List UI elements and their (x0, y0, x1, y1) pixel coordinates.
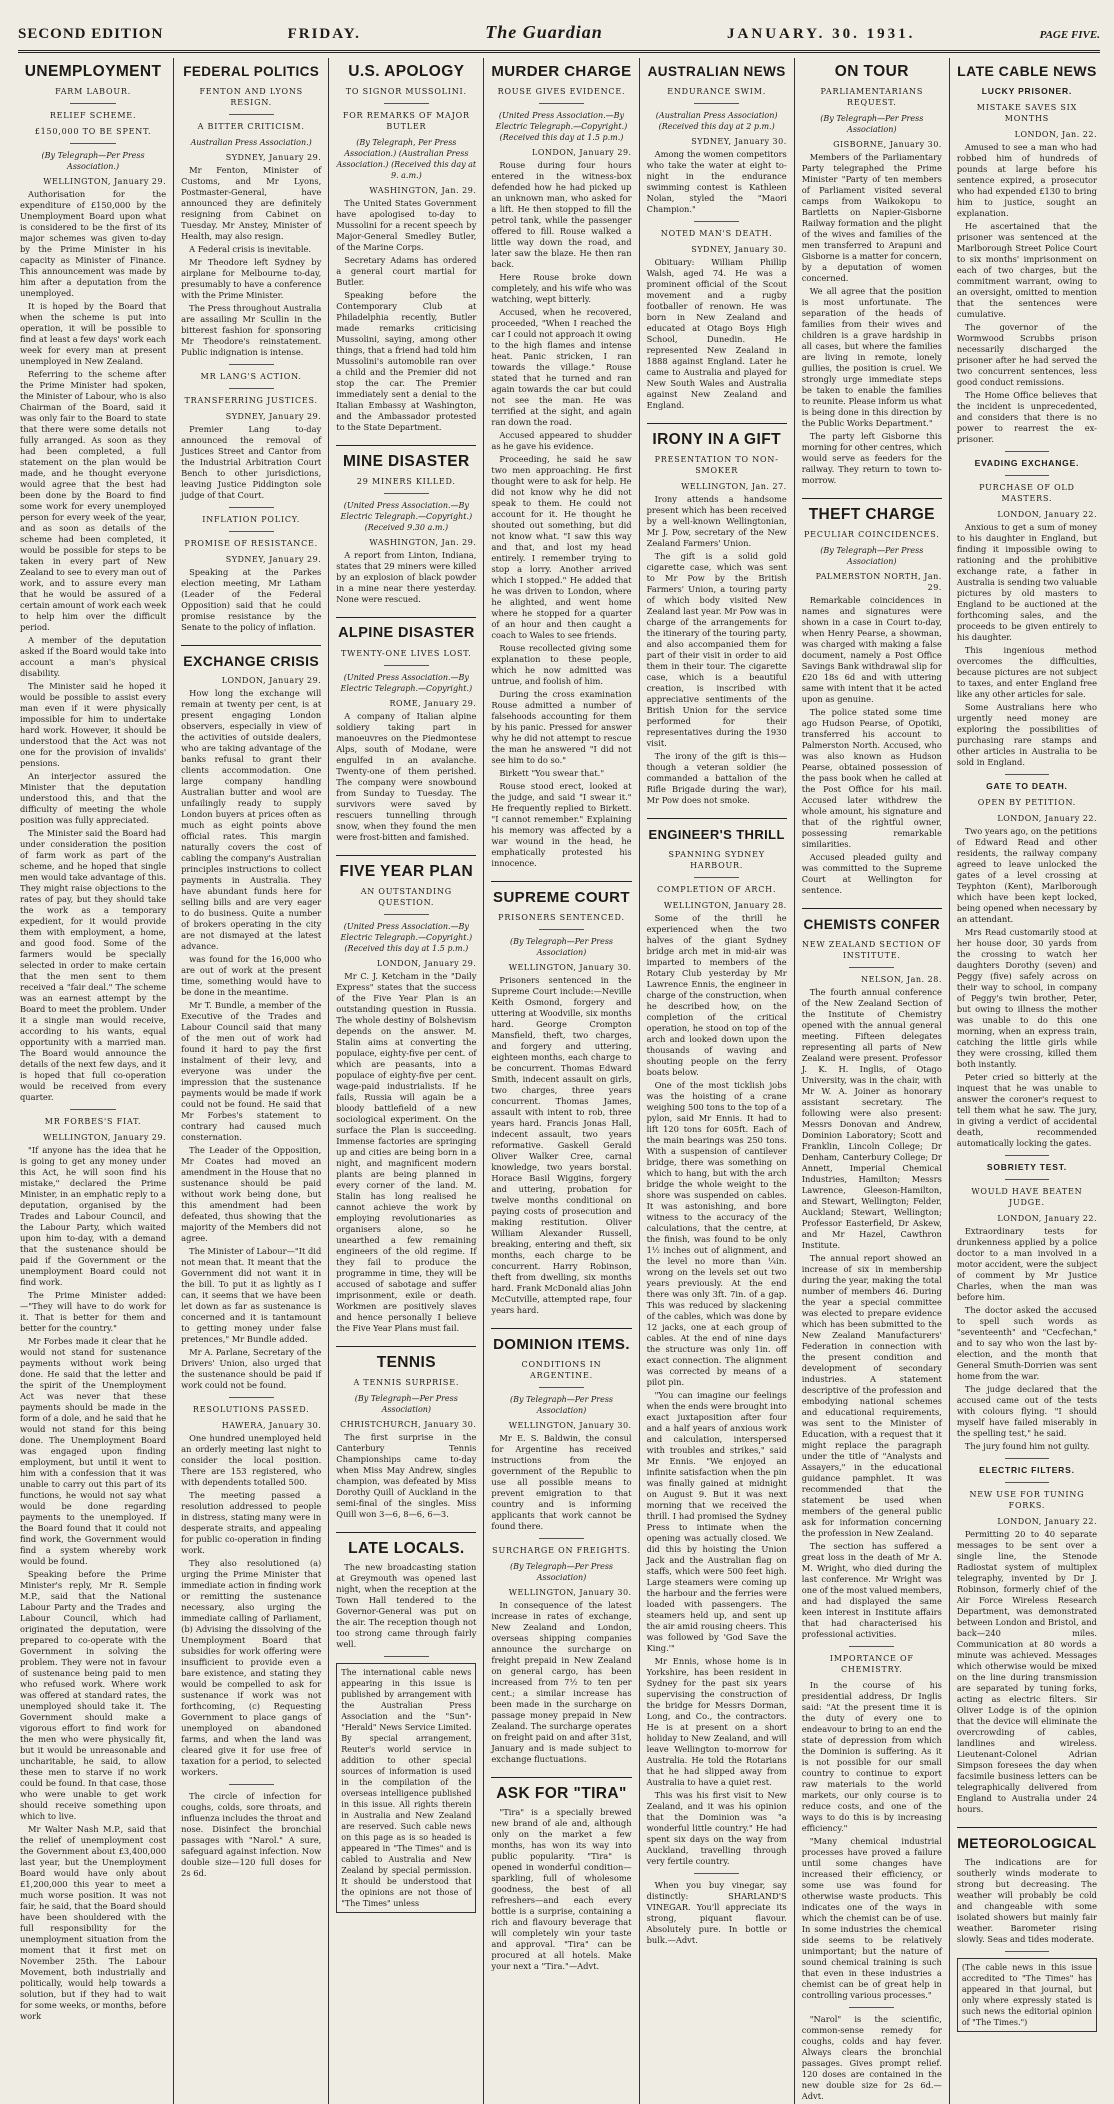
article-paragraph: Peter cried so bitterly at the inquest that he was unable to answer the coroner's request to tell them what he saw. The jury, in giving a verdict of accidental death, recommended automatically locking the gates. (956, 1072, 1097, 1148)
subheading: MR LANG'S ACTION. (200, 372, 302, 381)
article-paragraph: Rouse recollected giving some explanation to these people, which he now admitted was untrue, and foolish of him. (491, 643, 632, 686)
headline-rule (336, 617, 476, 618)
article-paragraph: The United States Government have apologised to-day to Mussolini for a recent speech by Major-General Smedley Butler, of the Marine Corps. (336, 198, 477, 252)
section-divider (539, 929, 584, 930)
press-credit: (By Telegraph—Per Press Association) (820, 114, 924, 134)
article-paragraph: Some Australians here who urgently need money are exploring the possibilities of purchasing rare stamps and other articles in Australia to be sold in England. (956, 702, 1097, 767)
article-paragraph: The governor of the Wormwood Scrubbs prison necessarily discharged the prisoner after he had served the two concurrent sentences, less good conduct remissions. (956, 322, 1097, 387)
article-paragraph: was found for the 16,000 who are out of work at the present time, something would have to be done in the meantime. (181, 954, 322, 997)
dateline: LONDON, Jan. 22. (1014, 130, 1097, 139)
press-credit: Australian Press Association.) (190, 138, 312, 147)
dateline: LONDON, January 29. (221, 676, 322, 685)
news-column-4 (483, 58, 638, 2104)
subheading: TWENTY-ONE LIVES LOST. (341, 649, 472, 658)
section-divider (539, 103, 584, 104)
headline: MINE DISASTER (343, 453, 470, 470)
section-divider (1005, 451, 1050, 452)
headline-rule (336, 1346, 476, 1347)
press-credit: (By Telegraph—Per Press Association) (509, 1395, 614, 1415)
article-paragraph: Rouse stood erect, looked at the judge, and said "I swear it." He frequently replied to Birkett. "I cannot remember." Explaining his memory was affected by a war wound in the head, he emphatically protested his innocence. (491, 781, 632, 868)
section-divider (229, 1784, 274, 1785)
press-credit: (United Press Association.—By Electric Telegraph.—Copyright.) (Received this day at 1.5 p.m.) (495, 111, 628, 142)
subheading: PECULIAR COINCIDENCES. (804, 530, 940, 539)
article-paragraph: Rouse during four hours entered in the witness-box defended how he had picked up an unknown man, who asked for a lift. He then stopped to fill the petrol tank, while the passenger offered to fill. Rouse walked a little way down the road, and later saw the blaze. He then ran back. (491, 160, 632, 269)
section-divider (229, 388, 274, 389)
dateline: PALMERSTON NORTH, Jan. 29. (815, 572, 942, 592)
news-column-1 (18, 58, 173, 2104)
article-paragraph: Members of the Parliamentary Party telegraphed the Prime Minister "Party of ten members of Parliament visited several camps from Waikokopu to Bartletts on Napier-Gisborne Railway formation and the plight of the wives and families of the men transferred to Arapuni and Gisborne is a matter for concern, by a deputation of women concerned. (801, 152, 942, 283)
dateline: WELLINGTON, January 29. (43, 1133, 167, 1142)
press-credit: (Australian Press Association) (Received this day at 2 p.m.) (655, 111, 778, 131)
news-column-3 (328, 58, 483, 2104)
headline-rule (957, 1827, 1097, 1828)
subheading: NEW USE FOR TUNING FORKS. (969, 1490, 1085, 1510)
section-divider (384, 1656, 429, 1657)
subheading: A BITTER CRITICISM. (197, 122, 305, 131)
article-paragraph: This was his first visit to New Zealand, and it was his opinion that the Dominion was "a wonderful little country." He had spent six days on the way from Auckland, travelling through very fertile country. (646, 1790, 787, 1866)
editorial-notice: (The cable news in this issue accredited to "The Times" has appeared in that journal, but only where expressly stated is such news the editorial opinion of "The Times.") (957, 1958, 1097, 2032)
press-credit: (By Telegraph—Per Press Association.) (41, 151, 145, 171)
section-divider (1005, 1482, 1050, 1483)
dateline: CHRISTCHURCH, January 30. (340, 1420, 477, 1429)
article-paragraph: Mr T. Bundle, a member of the Executive of the Trades and Labour Council said that many of the men out of work had found it hard to pay the first instalment of their levy, and everyone was under the impression that the sustenance payments would be made if work could not be found. He said that Mr Forbes's statement to contrary had caused much consternation. (181, 1000, 322, 1142)
headline: SUPREME COURT (493, 889, 630, 906)
subheading: 29 MINERS KILLED. (356, 477, 456, 486)
article-paragraph: Mr E. S. Baldwin, the consul for Argentine has received instructions from the government of the Republic to use all possible means to prevent emigration to that country and is informing applicants that work cannot be found there. (491, 1433, 632, 1531)
headline: AUSTRALIAN NEWS (647, 64, 786, 79)
subheading: FOR REMARKS OF MAJOR BUTLER (342, 111, 470, 131)
article-paragraph: The Minister said the Board had under consideration the position of farm work as part of the scheme, and he hoped that single men would take advantage of this. They might raise objections to the rates of pay, but they should take the work as a temporary expedient, for it would provide them with employment, a home, and good food. Some of the farmers would be specially selected in order to make certain that the men sent to them received a "fair deal." The scheme was an earnest attempt by the Board to meet the problem. Under it a single man would receive, according to his wants, equal opportunity with a married man. The Board would announce the details of the next few days, and it is hoped that full co-operation would be received from every quarter. (20, 828, 167, 1102)
news-column-6 (794, 58, 949, 2104)
dateline: WELLINGTON, January 30. (508, 1588, 632, 1597)
headline-rule (491, 1328, 631, 1329)
news-column-2 (173, 58, 328, 2104)
article-paragraph: Secretary Adams has ordered a general court martial for Butler. (336, 255, 477, 287)
masthead (18, 22, 1100, 53)
article-paragraph: The annual report showed an increase of six in membership during the year, making the total number of members 46. During the year a special committee was elected to prepare evidence which has been submitted to the New Zealand Manufacturers' Federation in connection with the present condition and development of secondary industries. A statement descriptive of the profession and embodying national schemes and educational requirements, was sent to the Minister of Education, with a request that it might replace the paragraph under the title of "Analysts and Assayers," in the educational guidance pamphlet. It was recommended that the statement be used when members of the general public ask for information concerning the profession in New Zealand. (801, 1253, 942, 1538)
article-paragraph: The Prime Minister added:—"They will have to do work for it. That is better for them and better for the country." (20, 1290, 167, 1333)
subheading: PURCHASE OF OLD MASTERS. (979, 483, 1075, 503)
section-divider (229, 507, 274, 508)
article-paragraph: The section has suffered a great loss in the death of Mr A. M. Wright, who died during the last conference. Mr Wright was one of the most valued members, and had displayed the same keen interest in Institute affairs that had characterised his professional activities. (801, 1541, 942, 1639)
section-divider (1005, 1458, 1050, 1459)
press-credit: (By Telegraph—Per Press Association) (820, 546, 924, 566)
article-paragraph: The doctor asked the accused to spell such words as "seventeenth" and "Cecfechan," and to say who won the last by-election, and the month that General Smuth-Dorrien was sent home from the war. (956, 1305, 1097, 1381)
article-paragraph: Two years ago, on the petitions of Edward Read and other residents, the railway company agreed to leave unlocked the gates of a level crossing at Teyphton (Kent), Marlborough which have been kept locked, being opened when necessary by an attendant. (956, 826, 1097, 924)
section-divider (1005, 774, 1050, 775)
article-paragraph: Amused to see a man who had robbed him of hundreds of pounds at large before his sentence expired, a prosecutor who had expended £130 to bring him to justice, sought an explanation. (956, 142, 1097, 218)
article-paragraph: It is hoped by the Board that when the scheme is put into operation, it will be possible to find at least a few days' work each week for every man at present unemployed in New Zealand. (20, 301, 167, 366)
article-paragraph: Mr Theodore left Sydney by airplane for Melbourne to-day, presumably to have a conference with the Prime Minister. (181, 257, 322, 300)
subheading: COMPLETION OF ARCH. (657, 885, 777, 894)
column-grid (18, 58, 1104, 2101)
article-paragraph: The Minister said he hoped it would be possible to assist every man even if it were physically impossible for him to undertake hard work. However, it should be understood that the Act was not one for the provision of invalids' pensions. (20, 681, 167, 768)
subheading: SOBRIETY TEST. (986, 1162, 1067, 1172)
section-divider (849, 967, 894, 968)
article-paragraph: The first surprise in the Canterbury Tennis Championships came to-day when Miss May Andrew, singles champion, was defeated by Miss Dorothy Quill of Auckland in the semi-final of the singles. Miss Quill won 3—6, 8—6, 6—3. (336, 1432, 477, 1519)
section-divider (849, 1646, 894, 1647)
dateline: WASHINGTON, Jan. 29. (369, 186, 477, 195)
subheading: EVADING EXCHANGE. (974, 458, 1080, 468)
article-paragraph: Accused pleaded guilty and was committed to the Supreme Court at Wellington for sentence. (801, 852, 942, 895)
article-paragraph: "Tira" is a specially brewed new brand of ale and, although only on the market a few months, has won its way into public popularity. "Tira" is opened in wonderful condition—sparkling, full of wholesome goodness, the best of all refreshers—and each every bottle is a surprise, containing a rich and flavoury beverage that will completely win your taste and approval. "Tira" can be procured at all hotels. Make your next a "Tira."—Advt. (491, 1807, 632, 1971)
dateline: ROME, January 29. (389, 699, 477, 708)
article-paragraph: Proceeding, he said he saw two men approaching. He first thought were to ask for help. He did not know why he did not speak to them. He could not account for it. He thought he shouted out something, but did not know what. "I saw this way and that, and lost my head entirely. I remember trying to stop a lorry. Another arrived which I stopped." He added that he was driven to London, where he alighted, and went home where he stopped for a quarter of an hour and then caught a coach to Wales to see friends. (491, 454, 632, 640)
article-paragraph: Mr Walter Nash M.P., said that the relief of unemployment cost the Government about £3,400,000 last year, but the Unemployment Board would have only about £1,200,000 this year to meet a much worse position. It was not fair, he said, that the Board should have been shouldered with the full responsibility for the unemployment situation from the moment that it first met on November 25th. The Labour Movement, both industrially and politically, would help towards a solution, but if they had to wait for some weeks, or months, before work (20, 1824, 167, 2021)
section-divider (70, 103, 117, 104)
article-paragraph: A member of the deputation asked if the Board would take into account a man's physical disability. (20, 635, 167, 678)
article-paragraph: Accused, when he recovered, proceeded, "When I reached the car I could not approach it owing to the high flames and intense heat. Panic stricken, I ran towards the village." Rouse stated that he turned and ran again towards the car but could not see the man. He was terrified at the sight, and again ran down the road. (491, 307, 632, 427)
headline: ALPINE DISASTER (338, 625, 475, 641)
dateline: GISBORNE, January 30. (833, 140, 942, 149)
article-paragraph: Premier Lang to-day announced the removal of Justices Street and Cantor from the Industrial Arbitration Court Bench to other jurisdictions, leaving Justice Piddington sole judge of that Court. (181, 424, 322, 500)
edition-label: SECOND EDITION (18, 26, 164, 42)
article-paragraph: Anxious to get a sum of money to his daughter in England, but finding it impossible owing to rationing and the prohibitive exchange rate, a father in Australia is sending two valuable pictures by old masters to England to be auctioned at the forthcoming sales, and the proceeds to be given entirely to his daughter. (956, 522, 1097, 642)
article-paragraph: The Leader of the Opposition, Mr Coates had moved an amendment in the House that no sustenance should be paid without work being done, but this amendment had been defeated, thus showing that the majority of the Members did not agree. (181, 1145, 322, 1243)
press-credit: (By Telegraph—Per Press Association) (509, 1562, 614, 1582)
press-credit: (United Press Association.—By Electric Telegraph.—Copyright.) (340, 673, 473, 693)
section-divider (384, 103, 429, 104)
dateline: WELLINGTON, January 30. (508, 1421, 632, 1430)
article-paragraph: Mr Ennis, whose home is in Yorkshire, has been resident in Sydney for the past six years supervising the construction of the bridge for Messrs Dorman, Long, and Co., the contractors. He is at present on a short holiday to New Zealand, and will leave Wellington to-morrow for Australia. He told the Rotarians that he had slipped away from Australia to have a quiet rest. (646, 1656, 787, 1787)
headline: FEDERAL POLITICS (183, 64, 320, 79)
press-credit: (By Telegraph, Per Press Association.) (Australian Press Association.) (Received this day at 9. a.m.) (336, 138, 477, 180)
dateline: SYDNEY, January 29. (225, 153, 322, 162)
article-paragraph: Among the women competitors who take the water at eight to-night in the endurance swimming contest is Kathleen Nolan, styled the "Maori Champion." (646, 149, 787, 214)
editorial-notice: The international cable news appearing in this issue is published by arrangement with the Australian Press Association and the "Sun"-"Herald" News Service Limited. By special arrangement, Reuter's world service in addition to other special sources of information is used in the compilation of the overseas intelligence published in this issue. All rights therein in Australia and New Zealand are reserved. Such cable news on this page as is so headed is appeared in "The Times" and is cabled to Australia and New Zealand by special permission. It should be understood that the opinions are not those of "The Times" unless (336, 1663, 476, 1913)
article-paragraph: Prisoners sentenced in the Supreme Court include:—Neville Keith Osmond, forgery and uttering at Woodville, six months hard. George Crompton Mansfield, theft, two charges, and forgery and uttering, eighteen months, each charge to be concurrent. Thomas Edward Smith, indecent assault on girls, two charges, three years concurrent. Thomas James, assault with intent to rob, three years hard. Francis Jonas Hall, indecent assault, two years reformative. Gaskell Gerald Oliver Walker Cree, carnal knowledge, two years borstal. Horace Basil Wiggins, forgery and uttering, probation for twelve months conditional on paying costs of prosecution and making restitution. Oliver William Alexander Russell, breaking, entering and theft, six months, each charge to be concurrent. Harry Robinson, theft from dwelling, six months hard. Frank McDonald alias John McCutville, attempted rape, four years hard. (491, 975, 632, 1315)
headline-rule (181, 645, 321, 646)
headline: LATE CABLE NEWS (957, 63, 1097, 79)
article-paragraph: Speaking before the Contemporary Club at Philadelphia recently, Butler made remarks criticising Mussolini, saying, among other things, that a friend had told him Mussolini's automobile ran over a child and the Premier did not stop the car. The Premier immediately sent a denial to the Italian Embassy at Washington, and the Ambassador protested to the State Department. (336, 290, 477, 432)
masthead-day: FRIDAY. (287, 26, 361, 42)
subheading: CONDITIONS IN ARGENTINE. (521, 1360, 602, 1380)
subheading: MR FORBES'S FIAT. (44, 1117, 142, 1126)
article-paragraph: The irony of the gift is this—though a veteran soldier (he commanded a battalion of the Rifle Brigade during the war), Mr Pow does not smoke. (646, 751, 787, 805)
article-paragraph: When you buy vinegar, say distinctly: SHARLAND'S VINEGAR. You'll appreciate its strong, piquant flavour. Absolutely pure. In bottle or bulk.—Advt. (646, 1880, 787, 1945)
section-divider (1005, 1951, 1050, 1952)
headline: METEOROLOGICAL (957, 1835, 1097, 1851)
dateline: SYDNEY, January 29. (225, 412, 322, 421)
headline-rule (336, 855, 476, 856)
subheading: GATE TO DEATH. (986, 781, 1068, 791)
dateline: SYDNEY, January 30. (691, 137, 787, 146)
article-paragraph: The meeting passed a resolution addressed to people in distress, stating many were in desperate straits, and appealing for public co-operation in finding work. (181, 1490, 322, 1555)
section-divider (694, 103, 739, 104)
dateline: LONDON, January 29. (532, 148, 632, 157)
article-paragraph: The judge declared that the accused came out of the tests with colours flying. "I should myself have failed miserably in the spelling test," he said. (956, 1384, 1097, 1438)
headline-rule (336, 1532, 476, 1533)
dateline: LONDON, January 22. (997, 510, 1097, 519)
article-paragraph: Speaking at the Parkes election meeting, Mr Latham (Leader of the Federal Opposition) said that he could promise resistance by the Senate to the policy of inflation. (181, 567, 322, 632)
article-paragraph: Mr A. Parlane, Secretary of the Drivers' Union, also urged that the sustenance should be paid if work could not be found. (181, 1347, 322, 1390)
dateline: WELLINGTON, January 28. (663, 901, 787, 910)
article-paragraph: The gift is a solid gold cigarette case, which was sent to Mr Pow by the British Farmers' Union, a touring party of which body visited New Zealand last year. Mr Pow was in charge of the arrangements for the itinerary of the touring party, and also accompanied them for part of their visit in order to aid them in their tour. The cigarette case, which is a beautiful creation, is inscribed with appreciative sentiments of the British Union for the service performed for their representatives during the 1930 visit. (646, 551, 787, 748)
headline-rule (802, 908, 942, 909)
headline-rule (647, 423, 787, 424)
subheading: RESOLUTIONS PASSED. (192, 1405, 310, 1414)
press-credit: (United Press Association.—By Electric Telegraph.—Copyright.) (Received this day at 1.5 p.m.) (340, 922, 473, 953)
article-paragraph: A Federal crisis is inevitable. (189, 244, 312, 254)
article-paragraph: One of the most ticklish jobs was the hoisting of a crane weighing 500 tons to the top of a pylon, said Mr Ennis. It had to lift 120 tons for 605ft. Each of the main bearings was 250 tons. With a suspension of cantilever bridge, there was something on which to hang, but with the arch bridge the whole weight to the shore was suspended on cables. It was astonishing, and bore witness to the accuracy of the calculations, that the centre, at the finish, was found to be only 1½ inches out of alignment, and the level no more than ¼in. wrong on the levels set out two years previously. At the end there was only 3ft. 7in. of a gap. This was reduced by slackening of the cables, which was done by 12 jacks, one at each group of cables. At the end of nine days the structure was only 1in. off exact connection. The alignment was corrected by means of a pilot pin. (646, 1080, 787, 1387)
section-divider (384, 914, 429, 915)
press-credit: (By Telegraph—Per Press Association) (354, 1394, 458, 1414)
article-paragraph: Obituary: William Phillip Walsh, aged 74. He was a prominent official of the Scout movement and a rugby footballer of renown. He was born in New Zealand and educated at Otago Boys High School, Dunedin. He represented New Zealand in 1888 against England. Later he came to Australia and played for New South Wales and Australia against New Zealand and England. (646, 257, 787, 410)
article-paragraph: An interjector assured the Minister that the deputation understood this, and that the difficulty of meeting the whole position was fully appreciated. (20, 771, 167, 825)
headline: ASK FOR "TIRA" (496, 1785, 627, 1802)
article-paragraph: "If anyone has the idea that he is going to get any money under this Act, he will soon find his mistake," declared the Prime Minister, in an emphatic reply to a deputation, organised by the Trades and Labour Council, and the Labour Party, which waited upon him to-day, with a demand that the sustenance should be paid if the Government or the unemployment Board could not find work. (20, 1145, 167, 1287)
subheading: TRANSFERRING JUSTICES. (184, 396, 318, 405)
headline-rule (491, 881, 631, 882)
headline: ON TOUR (834, 63, 909, 80)
headline: MURDER CHARGE (491, 63, 632, 80)
article-paragraph: Birkett "You swear that." (499, 768, 605, 778)
article-paragraph: The Home Office believes that the incident is unprecedented, and considers that there is no power to rearrest the ex-prisoner. (956, 390, 1097, 444)
subheading: SURCHARGE ON FREIGHTS. (492, 1546, 631, 1555)
page-number: PAGE FIVE. (1039, 29, 1100, 41)
article-paragraph: Referring to the scheme after the Prime Minister had spoken, the Minister of Labour, who is also Chairman of the Board, said it was only fair to the Board to state that there were some details not fully arranged. As soon as they had been completed, a full statement on the plan would be made, and he thought everyone would agree that the best had been done by the Board to find some work for every unemployed person for every week of the year, and as soon as details of the scheme had been completed, it would be possible for steps to be taken in every part of New Zealand to see to every man out of work, and to assure every man that he would be assured of a certain amount of work each week to help him over the difficult period. (20, 369, 167, 632)
article-paragraph: Mr C. J. Ketcham in the "Daily Express" states that the success of the Five Year Plan is an outstanding question in Russia. The whole destiny of Bolshevism depends on the answer. M. Stalin aims at converting the populace, eighty-five per cent. of which are peasants, into a populace of eighty-five per cent. wage-paid industrialists. If he fails, Russia will again be a bloody battlefield of a new sociological experiment. On the surface the Plan is succeeding. Immense factories are springing up and cities are being born in a night, and magnificent modern plants are being planned in every corner of the land. M. Stalin has long realised he cannot achieve the work by employing revolutionaries as organisers alone, so he unearthed a few remaining engineers of the old regime. If they fail to produce the programme in time, they will be accused of sabotage and suffer imprisonment, exile or death. Workmen are positively slaves and hence personally I believe the Five Year Plans must fail. (336, 971, 477, 1333)
section-divider (1005, 1155, 1050, 1156)
subheading: PRESENTATION TO NON-SMOKER (654, 455, 779, 475)
dateline: NELSON, Jan. 28. (861, 975, 942, 984)
article-paragraph: He ascertained that the prisoner was sentenced at the Marlborough Street Police Court to six months' imprisonment on each of two charges, but the commitment warrant, owing to an oversight, omitted to mention that the sentences were cumulative. (956, 221, 1097, 319)
subheading: TO SIGNOR MUSSOLINI. (345, 87, 467, 96)
subheading: PARLIAMENTARIANS REQUEST. (820, 87, 924, 107)
headline: U.S. APOLOGY (348, 63, 465, 80)
article-paragraph: Permitting 20 to 40 separate messages to be sent over a single line, the Stenode Radiostat system of multiplex telegraphy, invented by Dr J. Robinson, formerly chief of the Air Force Wireless Research Department, was demonstrated between London and Bristol, and back—240 miles. Communication at 80 words a minute was achieved. Messages which otherwise would be mixed on the line during transmission are separated by tuning forks, acting as electric filters. Sir Oliver Lodge is of the opinion that the device will eliminate the overcrowding of cables, landlines and wireless. Lieutenant-Colonel Adrian Simpson foresees the day when facsimile business letters can be telegraphically delivered from England to Australia under 24 hours. (956, 1529, 1097, 1814)
article-paragraph: "You can imagine our feelings when the ends were brought into exact juxtaposition after four and a half years of anxious work and calculation, interspersed with troubles and strikes," said Mr Ennis. "We enjoyed an infinite satisfaction when the pin was finally gained at midnight on August 9. But it was next morning that we received the thrill. I had promised the Sydney Press to intimate when the opening was actually closed. We did this by hoisting the Union Jack and the Australian flag on staffs, which were 500 feet high. Large steamers were coming up the harbour and the ferries were loaded with passengers. The steamers held up, and sent up the air amid rousing cheers. This was followed by 'God Save the King.'" (646, 1390, 787, 1653)
article-paragraph: We all agree that the position is most unfortunate. The separation of the heads of families from their wives and children is a grave hardship in all cases, but where the families are living in remote, lonely gullies, the position is cruel. We strongly urge immediate steps be taken to enable the families to reunite. Please inform us what is being done in this direction by the Public Works Department." (801, 286, 942, 428)
subheading: NEW ZEALAND SECTION OF INSTITUTE. (802, 940, 942, 960)
headline: CHEMISTS CONFER (803, 917, 941, 932)
article-paragraph: One hundred unemployed held an orderly meeting last night to consider the local position. There are 153 registered, who with dependents totalled 500. (181, 1433, 322, 1487)
subheading: OPEN BY PETITION. (977, 798, 1077, 807)
headline: EXCHANGE CRISIS (183, 653, 320, 669)
dateline: HAWERA, January 30. (221, 1421, 322, 1430)
subheading: ROUSE GIVES EVIDENCE. (497, 87, 626, 96)
article-paragraph: The jury found him not guilty. (964, 1441, 1090, 1451)
article-paragraph: How long the exchange will remain at twenty per cent, is at present engaging London observers, especially in view of the activities of outside dealers, who are taking advantage of the banks refusal to grant their clients accommodation. One large company handling Australian butter and wool are unfailingly ready to supply London buyers at prices often as much as eight points above official rates. This margin naturally covers the cost of cabling the company's Australian principles instructions to collect payments in Australia. They have abundant funds here for selling bills and are very eager to do business. Quite a number of brokers operating in the city are not dismayed at the latest advance. (181, 688, 322, 951)
dateline: LONDON, January 29. (376, 959, 477, 968)
article-paragraph: This ingenious method overcomes the difficulties, because pictures are not subject to taxes, and enter England free like any other articles for sale. (956, 645, 1097, 699)
section-divider (229, 1397, 274, 1398)
article-paragraph: "Narol" is the scientific, common-sense remedy for coughs, colds and hay fever. Always clears the bronchial passages. Gives prompt relief. 120 doses are contained in the new double size for 2s 6d.—Advt. (801, 2014, 942, 2101)
article-paragraph: The police stated some time ago Hudson Pearse, of Opotiki, transferred his account to Palmerston North. Accused, who was also known as Hudson Pearse, obtained possession of the pass book when he called at the Post Office for his mail. Accused later withdrew the whole amount, his signature and that of the rightful owner, possessing remarkable similarities. (801, 707, 942, 849)
news-column-5 (639, 58, 794, 2104)
article-paragraph: Speaking before the Prime Minister's reply, Mr R. Semple M.P., said that the National Labour Party and the Trades and Labour Council, which had originated the deputation, were prepared to co-operate with the Government in solving the problem. They were not in favour of sustenance being paid to men who refused work. Where work was offered at standard rates, the unemployed should take it. The Government should make a vigorous effort to find work for the men who were physically fit, but it would be unreasonable and uncharitable, he said, to allow these men to starve if no work could be found. In that case, those who were unable to get work should receive something upon which to live. (20, 1569, 167, 1821)
subheading: LUCKY PRISONER. (981, 86, 1073, 96)
article-paragraph: In the course of his presidential address, Dr Inglis said: "At the present time it is the duty of every one to endeavour to bring to an end the state of depression from which the Dominion is suffering. As it is not possible for our small country to continue to export raw materials to the world markets, our only course is to reduce costs, and one of the ways to do this is by increasing efficiency." (801, 1680, 942, 1833)
press-credit: (By Telegraph—Per Press Association) (509, 937, 614, 957)
headline: FIVE YEAR PLAN (339, 863, 474, 880)
press-credit: (United Press Association.—By Electric Telegraph.—Copyright.) (Received 9.30 a.m.) (340, 501, 473, 532)
headline-rule (336, 445, 476, 446)
subheading: RELIEF SCHEME. (49, 111, 137, 120)
section-divider (70, 1109, 117, 1110)
section-divider (694, 1873, 739, 1874)
subheading: AN OUTSTANDING QUESTION. (360, 887, 452, 907)
dateline: SYDNEY, January 29. (225, 555, 322, 564)
section-divider (229, 531, 274, 532)
section-divider (70, 143, 117, 144)
subheading: ELECTRIC FILTERS. (979, 1465, 1075, 1475)
subheading: ENDURANCE SWIM. (667, 87, 767, 96)
article-paragraph: Remarkable coincidences in names and signatures were shown in a case in Court to-day, when Henry Pearse, a showman, was charged with making a false document, namely a Post Office Savings Bank withdrawal slip for £20 18s 6d and with uttering same with intent that it be acted upon as genuine. (801, 595, 942, 704)
dateline: WASHINGTON, Jan. 29. (369, 538, 477, 547)
subheading: WOULD HAVE BEATEN JUDGE. (971, 1187, 1083, 1207)
headline-rule (802, 498, 942, 499)
headline: TENNIS (376, 1354, 436, 1371)
dateline: WELLINGTON, January 30. (508, 963, 632, 972)
headline-rule (491, 1777, 631, 1778)
dateline: WELLINGTON, January 29. (43, 177, 167, 186)
section-divider (229, 364, 274, 365)
headline: THEFT CHARGE (808, 506, 935, 523)
subheading: FARM LABOUR. (55, 87, 132, 96)
article-paragraph: Mr Fenton, Minister of Customs, and Mr Lyons, Postmaster-General, have announced they are definitely resigning from Cabinet on Tuesday. Mr Anstey, Minister of Health, may also resign. (181, 165, 322, 241)
section-divider (229, 114, 274, 115)
article-paragraph: Mr Forbes made it clear that he would not stand for sustenance payments without work being done. He said that the letter and the spirit of the Unemployment Act was never that these payments should be made in the form of a dole, and he said that he would not stand for this being done. The Unemployment Board was engaged upon finding employment, but until it went to him with a confession that it was unable to carry out this part of its functions, he would not say what would be done regarding payments to the unemployed. If the Board found that it could not find work, the Government would find a system whereby work would be found. (20, 1336, 167, 1566)
subheading: MISTAKE SAVES SIX MONTHS (976, 103, 1078, 123)
subheading: £150,000 TO BE SPENT. (34, 127, 152, 136)
article-paragraph: The circle of infection for coughs, colds, sore throats, and influenza includes the throat and nose. Disinfect the bronchial passages with "Narol." A sure, safeguard against infection. Now double size—120 full doses for 2s 6d. (181, 1791, 322, 1878)
headline: ENGINEER'S THRILL (648, 827, 785, 842)
headline: IRONY IN A GIFT (652, 431, 781, 448)
article-paragraph: Authorisation for the expenditure of £150,000 by the Unemployment Board upon what is considered to be the first of its major schemes was given to-day by the Prime Minister in his capacity as Minister of Finance. This announcement was made by him after a deputation from the unemployed. (20, 189, 167, 298)
dateline: WELLINGTON, Jan. 27. (681, 482, 787, 491)
article-paragraph: A report from Linton, Indiana, states that 29 miners were killed by an explosion of black powder in a mine near there yesterday. None were rescued. (336, 550, 477, 604)
section-divider (1005, 1179, 1050, 1180)
section-divider (539, 1538, 584, 1539)
article-paragraph: "Many chemical industrial processes have proved a failure until some changes have increased their efficiency, or some use was found for otherwise waste products. This indicates one of the ways in which the chemist can be of use. In some industries the chemical side seems to be relatively unimportant; but the nature of sound chemical training is such that even in these industries a chemist can be of great help in controlling various processes." (801, 1836, 942, 2000)
dateline: LONDON, January 22. (997, 1517, 1097, 1526)
article-paragraph: The fourth annual conference of the New Zealand Section of the Institute of Chemistry opened with the annual general meeting. Fifteen delegates representing all parts of New Zealand were present. Professor J. K. H. Inglis, of Otago University, was in the chair, with Mr W. A. Joiner as honorary assistant secretary. The following were also present: Messrs Donovan and Andrew, Dominion Laboratory; Scott and Franklin, Lincoln College; Dr Denham, Canterbury College; Dr Annett, Imperial Chemical Industries, Hamilton; Messrs Lawrence, Gleeson-Hamilton, and Stewart, Wellington; Felder, Auckland; Stewart, Wellington; Professor Easterfield, Dr Askew, and Mr Hazel, Cawthron Institute. (801, 987, 942, 1250)
section-divider (849, 2007, 894, 2008)
section-divider (384, 665, 429, 666)
article-paragraph: They also resolutioned (a) urging the Prime Minister that immediate action in finding work or remitting the sustenance necessary, also urging the immediate calling of Parliament, (b) Advising the dissolving of the Unemployment Board that subsidies for work offering were insufficient to provide even a bare existence, and stating they would be compelled to ask for sustenance if work was not forthcoming, (c) Requesting Government to place gangs of unemployed on abandoned farms, and when the land was cleared give it for use free of taxation for a period, to selected workers. (181, 1558, 322, 1777)
newspaper-title: The Guardian (485, 22, 603, 42)
subheading: INFLATION POLICY. (202, 515, 301, 524)
section-divider (539, 1387, 584, 1388)
section-divider (694, 221, 739, 222)
article-paragraph: The indications are for southerly winds moderate to strong but decreasing. The weather will probably be cold and changeable with some isolated showers but mainly fair weather. Barometer rising slowly. Seas and tides moderate. (956, 1857, 1097, 1944)
subheading: FENTON AND LYONS RESIGN. (199, 87, 303, 107)
headline: DOMINION ITEMS. (493, 1336, 630, 1353)
subheading: PROMISE OF RESISTANCE. (184, 539, 318, 548)
article-paragraph: The Minister of Labour—"It did not mean that. It meant that the Government did not want it in the bill. To put it as lightly as I can, it seems that we have been let down as far as sustenance is concerned and it is tantamount to getting money under false pretences," Mr Bundle added. (181, 1246, 322, 1344)
section-divider (1005, 475, 1050, 476)
article-paragraph: Some of the thrill he experienced when the two halves of the giant Sydney bridge arch met in mid-air was imparted to members of the Rotary Club yesterday by Mr Lawrence Ennis, the engineer in charge of the construction, when he described how, on the completion of the critical operation, he stood on top of the arch and looked down upon the thousands of waving and shouting people on the ferry boats below. (646, 913, 787, 1077)
section-divider (694, 877, 739, 878)
masthead-date: JANUARY. 30. 1931. (727, 26, 916, 42)
headline-rule (647, 818, 787, 819)
subheading: NOTED MAN'S DEATH. (660, 229, 773, 238)
article-paragraph: A company of Italian alpine soldiery taking part in manoeuvres on the Piedmontese Alps, south of Modane, were engulfed in an avalanche. Twenty-one of them perished. The company were snowbound from Sunday to Tuesday. The survivors were saved by rescuers tunnelling through snow, when they found the men were frost-bitten and famished. (336, 711, 477, 842)
article-paragraph: Extraordinary tests for drunkenness applied by a police doctor to a man involved in a motor accident, were the subject of comment by Mr Justice Charles, when the man was before him. (956, 1226, 1097, 1302)
article-paragraph: Accused appeared to shudder as he gave his evidence. (491, 430, 632, 451)
headline: LATE LOCALS. (348, 1540, 465, 1557)
subheading: PRISONERS SENTENCED. (498, 913, 625, 922)
article-paragraph: In consequence of the latest increase in rates of exchange, New Zealand and London, overseas shipping companies announce the surcharge on freight prepaid in New Zealand on general cargo, has been increased from 7½ to ten per cent.; a similar increase has been made in the surcharge on passage money prepaid in New Zealand. The surcharge operates on freight paid on and after 31st, January and is made subject to exchange fluctuations. (491, 1600, 632, 1764)
dateline: LONDON, January 22. (997, 1214, 1097, 1223)
subheading: IMPORTANCE OF CHEMISTRY. (829, 1654, 914, 1674)
article-paragraph: During the cross examination Rouse admitted a number of falsehoods accounting for them by his panic. Pressed for answer why he did not attempt to rescue the man he answered "I did not see him to do so." (491, 689, 632, 765)
subheading: SPANNING SYDNEY HARBOUR. (668, 850, 765, 870)
article-paragraph: The party left Gisborne this morning for other centres, which would serve as feeders for the railway. They return to town to-morrow. (801, 431, 942, 485)
dateline: SYDNEY, January 30. (691, 245, 787, 254)
subheading: A TENNIS SURPRISE. (353, 1378, 460, 1387)
article-paragraph: Here Rouse broke down completely, and his wife who was watching, wept bitterly. (491, 272, 632, 304)
dateline: LONDON, January 22. (997, 814, 1097, 823)
article-paragraph: Irony attends a handsome present which has been received by a well-known Wellingtonian, Mr J. Pow, secretary of the New Zealand Farmers' Union. (646, 494, 787, 548)
article-paragraph: The new broadcasting station at Greymouth was opened last night, when the reception at the Town Hall tendered to the Governor-General was put on the air. The reception though not too strong came through fairly well. (336, 1562, 477, 1649)
article-paragraph: Mrs Read customarily stood at her house door, 30 yards from the crossing to watch her daughters Dorothy (seven) and Peggy (five) safely across on their way to school, in company of Peggy's twin brother, Peter, but owing to illness the mother was unable to do this one morning, when an express train, catching the little girls while they were crossing, killed them both instantly. (956, 927, 1097, 1069)
headline: UNEMPLOYMENT (24, 63, 162, 80)
news-column-7 (949, 58, 1104, 2104)
section-divider (384, 493, 429, 494)
article-paragraph: The Press throughout Australia are assailing Mr Scullin in the bitterest fashion for sponsoring Mr Theodore's reinstatement. Public indignation is intense. (181, 303, 322, 357)
